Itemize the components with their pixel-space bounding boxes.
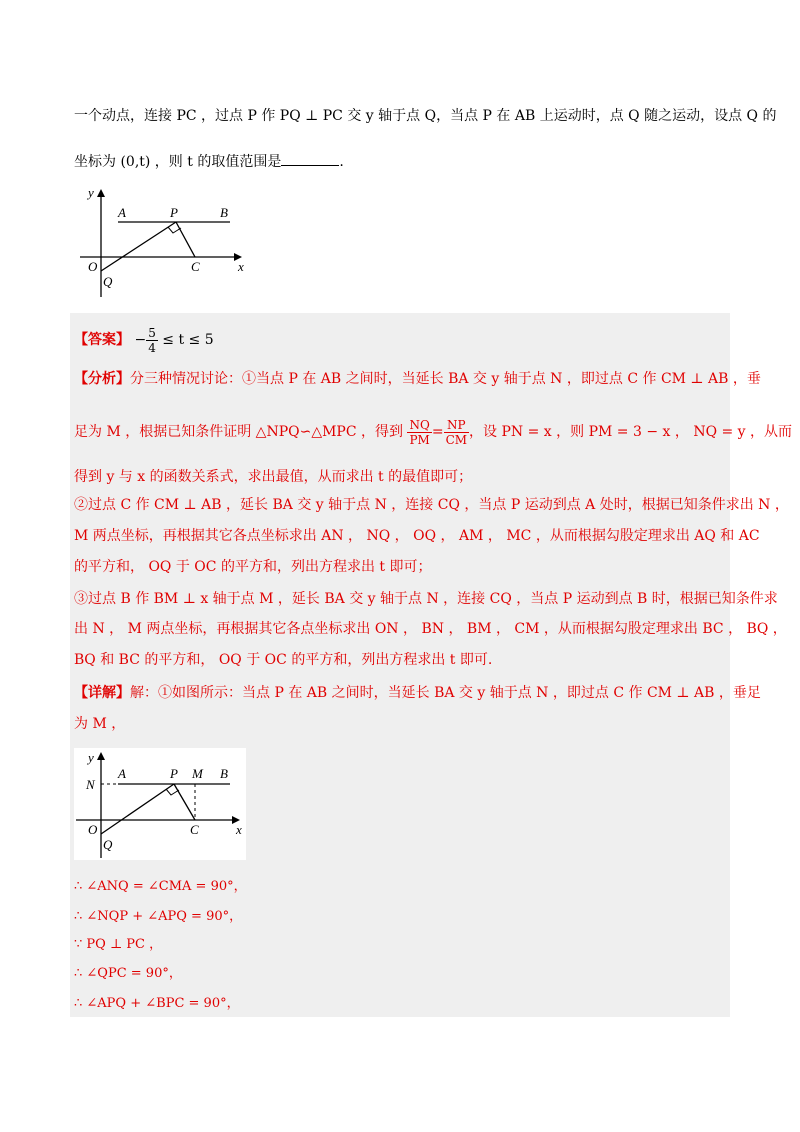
- label-y: y: [88, 750, 94, 765]
- analysis-line-1: [74, 369, 761, 389]
- answer-blank: [281, 151, 339, 166]
- label-c: C: [191, 259, 200, 274]
- label-m: M: [192, 766, 203, 781]
- analysis-line-4: ②过点 C 作 CM ⊥ AB ，延长 BA 交 y 轴于点 N ，连接 CQ ，当点 P 运动到点 A 处时，根据已知条件求出 N ，: [74, 497, 789, 513]
- analysis-line-8: 出 N ， M 两点坐标，再根据其它各点坐标求出 ON ， BN ， BM ， CM ，从而根据勾股定理求出 BC ， BQ ，: [74, 621, 787, 637]
- label-c: C: [190, 822, 199, 837]
- y-axis-arrow: [97, 752, 105, 760]
- label-q: Q: [103, 274, 113, 289]
- analysis-line-9: BQ 和 BC 的平方和， OQ 于 OC 的平方和，列出方程求出 t 即可.: [74, 652, 493, 668]
- analysis-frac2-num: NP: [444, 418, 469, 433]
- label-a: A: [118, 205, 126, 220]
- y-axis-arrow: [97, 189, 105, 197]
- answer-expr-prefix: −: [134, 332, 147, 348]
- label-n: N: [86, 777, 95, 792]
- analysis-tag: 【分析】: [74, 371, 130, 387]
- step-line-1: ∴ ∠ANQ = ∠CMA = 90°，: [74, 879, 247, 894]
- label-p: P: [170, 205, 178, 220]
- segment-pc: [174, 784, 195, 820]
- analysis-frac1-num: NQ: [407, 418, 431, 433]
- label-b: B: [220, 766, 228, 781]
- analysis-line-5: M 两点坐标，再根据其它各点坐标求出 AN ， NQ ， OQ ， AM ， MC ，从而根据勾股定理求出 AQ 和 AC: [74, 528, 760, 544]
- detail-line-1: [74, 683, 761, 703]
- analysis-p1-line1: 分三种情况讨论：①当点 P 在 AB 之间时，当延长 BA 交 y 轴于点 N ，即过点 C 作 CM ⊥ AB ，垂: [130, 371, 761, 387]
- answer-fraction: [146, 326, 158, 355]
- label-a: A: [118, 766, 126, 781]
- detail-line-2: 为 M ，: [74, 716, 126, 732]
- analysis-fraction-1: [407, 418, 431, 447]
- analysis-p1-line2b: ，设 PN = x ，则 PM = 3 − x ， NQ = y ，从而: [469, 424, 793, 440]
- answer-line: [74, 325, 214, 355]
- detail-text-1: 解：①如图所示：当点 P 在 AB 之间时，当延长 BA 交 y 轴于点 N ，即过点 C 作 CM ⊥ AB ，垂足: [130, 685, 761, 701]
- analysis-line-2: [74, 415, 792, 449]
- answer-expr-suffix: ≤ t ≤ 5: [162, 332, 214, 348]
- step-line-2: ∴ ∠NQP + ∠APQ = 90°，: [74, 909, 243, 924]
- analysis-line-3: 得到 y 与 x 的函数关系式，求出最值，从而求出 t 的最值即可；: [74, 469, 473, 485]
- answer-frac-num: 5: [148, 325, 156, 340]
- analysis-line-7: ③过点 B 作 BM ⊥ x 轴于点 M ，延长 BA 交 y 轴于点 N ，连接 CQ ，当点 P 运动到点 B 时，根据已知条件求: [74, 591, 778, 607]
- label-p: P: [170, 766, 178, 781]
- label-o: O: [88, 259, 98, 274]
- segment-pc: [176, 222, 195, 257]
- analysis-fraction-2: [444, 418, 469, 447]
- label-x: x: [236, 822, 242, 837]
- label-b: B: [220, 205, 228, 220]
- answer-frac-den: 4: [148, 340, 156, 355]
- problem-line-2-suffix: .: [339, 154, 344, 170]
- step-line-3: ∵ PQ ⊥ PC ，: [74, 937, 163, 952]
- analysis-frac1-den: PM: [409, 432, 430, 447]
- problem-line-1: 一个动点，连接 PC ，过点 P 作 PQ ⊥ PC 交 y 轴于点 Q，当点 P 在 AB 上运动时，点 Q 随之运动，设点 Q 的: [74, 108, 777, 124]
- label-y: y: [88, 185, 94, 200]
- label-x: x: [238, 259, 244, 274]
- step-line-5: ∴ ∠APQ + ∠BPC = 90°，: [74, 996, 240, 1011]
- analysis-frac2-den: CM: [445, 432, 468, 447]
- figure-2-diagram: [74, 748, 246, 860]
- answer-tag: 【答案】: [74, 332, 130, 348]
- analysis-line-6: 的平方和， OQ 于 OC 的平方和，列出方程求出 t 即可；: [74, 559, 432, 575]
- analysis-p1-line2a: 足为 M ，根据已知条件证明 △NPQ∽△MPC ，得到: [74, 424, 404, 440]
- detail-tag: 【详解】: [74, 685, 130, 701]
- segment-pq: [101, 784, 174, 834]
- step-line-4: ∴ ∠QPC = 90°，: [74, 966, 182, 981]
- problem-line-2: [74, 151, 344, 172]
- label-q: Q: [103, 837, 113, 852]
- analysis-eq: =: [431, 424, 444, 440]
- label-o: O: [88, 822, 98, 837]
- problem-line-2-prefix: 坐标为 (0,t) ，则 t 的取值范围是: [74, 154, 282, 170]
- segment-pq: [101, 222, 176, 271]
- figure-1-diagram: [80, 185, 250, 300]
